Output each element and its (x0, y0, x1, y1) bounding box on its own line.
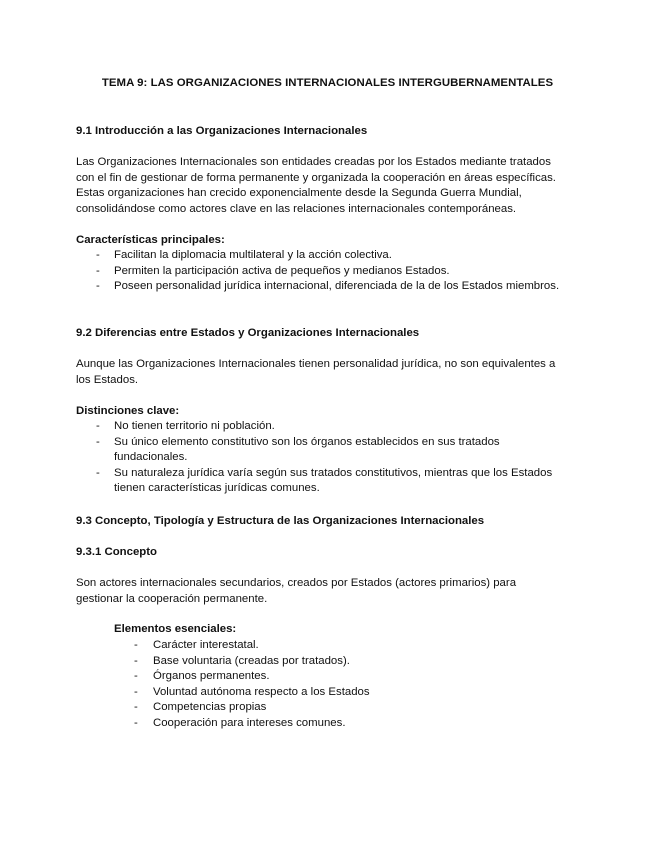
list-item: - Permiten la participación activa de pequeños y medianos Estados. (76, 264, 579, 280)
section-heading-9-1: 9.1 Introducción a las Organizaciones Internacionales (76, 125, 368, 137)
caracteristicas-list (76, 248, 579, 295)
paragraph-line: Las Organizaciones Internacionales son entidades creadas por los Estados mediante tratados (76, 156, 551, 168)
subsection-heading-9-3-1: 9.3.1 Concepto (76, 546, 158, 558)
section-9-2-paragraph (76, 357, 579, 388)
paragraph-line: Son actores internacionales secundarios, creados por Estados (actores primarios) para (76, 577, 517, 589)
section-9-1-paragraph (76, 155, 579, 217)
list-item: - Poseen personalidad jurídica internacional, diferenciada de la de los Estados miembros. (76, 279, 579, 295)
list-item: - No tienen territorio ni población. (76, 419, 586, 435)
paragraph-line: Estas organizaciones han crecido exponencialmente desde la Segunda Guerra Mundial, (76, 187, 522, 199)
paragraph-line: los Estados. (76, 373, 139, 386)
section-heading-9-3: 9.3 Concepto, Tipología y Estructura de las Organizaciones Internacionales (76, 515, 485, 527)
list-item: - Cooperación para intereses comunes. (76, 716, 579, 732)
list-item: - Competencias propias (76, 700, 579, 716)
section-heading-9-2: 9.2 Diferencias entre Estados y Organizaciones Internacionales (76, 327, 420, 339)
list-heading-distinciones: Distinciones clave: (76, 405, 180, 417)
paragraph-line: gestionar la cooperación permanente. (76, 592, 268, 605)
distinciones-list (76, 419, 586, 497)
list-item: - Base voluntaria (creadas por tratados). (76, 654, 579, 670)
paragraph-line: consolidándose como actores clave en las relaciones internacionales contemporáneas. (76, 202, 517, 215)
elementos-list (76, 638, 579, 731)
list-item: - Órganos permanentes. (76, 669, 579, 685)
list-item: - Facilitan la diplomacia multilateral y la acción colectiva. (76, 248, 579, 264)
paragraph-line: Aunque las Organizaciones Internacionales tienen personalidad jurídica, no son equivalentes a (76, 358, 556, 370)
list-heading-elementos: Elementos esenciales: (114, 623, 237, 635)
section-9-3-1-paragraph (76, 576, 579, 607)
paragraph-line: con el fin de gestionar de forma permanente y organizada la cooperación en áreas específicas. (76, 171, 556, 184)
list-heading-caracteristicas: Características principales: (76, 234, 225, 246)
list-item: - Su único elemento constitutivo son los órganos establecidos en sus tratados fundacionales. (76, 435, 586, 466)
document-title: TEMA 9: LAS ORGANIZACIONES INTERNACIONALES INTERGUBERNAMENTALES (101, 77, 554, 89)
list-item: - Voluntad autónoma respecto a los Estados (76, 685, 579, 701)
list-item: - Carácter interestatal. (76, 638, 579, 654)
list-item: - Su naturaleza jurídica varía según sus tratados constitutivos, mientras que los Estados tienen características jurídicas comunes. (76, 466, 586, 497)
